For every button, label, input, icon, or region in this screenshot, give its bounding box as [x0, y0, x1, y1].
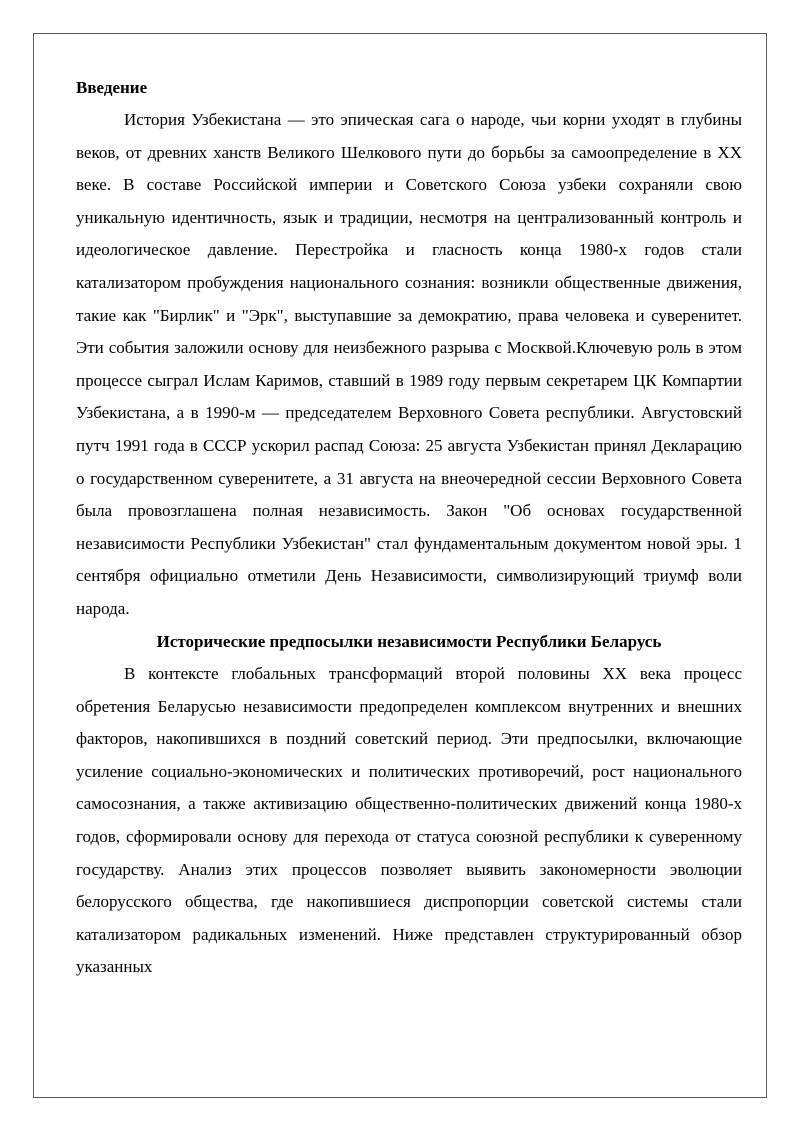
section-heading: Исторические предпосылки независимости Республики Беларусь	[156, 631, 662, 651]
section-paragraph: В контексте глобальных трансформаций второй половины XX века процесс обретения Беларусью независимости предопределен комплексом внутренних и внешних факторов, накопившихся в поздний советский период. Эти предпосылки, включающие усиление социально-экономических и политических противоречий, рост национального самосознания, а также активизацию общественно-политических движений конца 1980-х годов, сформировали основу для перехода от статуса союзной республики к суверенному государству. Анализ этих процессов позволяет выявить закономерности эволюции белорусского общества, где накопившиеся диспропорции советской системы стали катализатором радикальных изменений. Ниже представлен структурированный обзор указанных	[76, 664, 742, 977]
document-body	[76, 72, 742, 984]
intro-paragraph: История Узбекистана — это эпическая сага о народе, чьи корни уходят в глубины веков, от древних ханств Великого Шелкового пути до борьбы за самоопределение в XX веке. В составе Российской империи и Советского Союза узбеки сохраняли свою уникальную идентичность, язык и традиции, несмотря на централизованный контроль и идеологическое давление. Перестройка и гласность конца 1980-х годов стали катализатором пробуждения национального сознания: возникли общественные движения, такие как "Бирлик" и "Эрк", выступавшие за демократию, права человека и суверенитет. Эти события заложили основу для неизбежного разрыва с Москвой.Ключевую роль в этом процессе сыграл Ислам Каримов, ставший в 1989 году первым секретарем ЦК Компартии Узбекистана, а в 1990-м — председателем Верховного Совета республики. Августовский путч 1991 года в СССР ускорил распад Союза: 25 августа Узбекистан принял Декларацию о государственном суверенитете, а 31 августа на внеочередной сессии Верховного Совета была провозглашена полная независимость. Закон "Об основах государственной независимости Республики Узбекистан" стал фундаментальным документом новой эры. 1 сентября официально отметили День Независимости, символизирующий триумф воли народа.	[76, 110, 742, 618]
intro-heading: Введение	[76, 78, 148, 97]
